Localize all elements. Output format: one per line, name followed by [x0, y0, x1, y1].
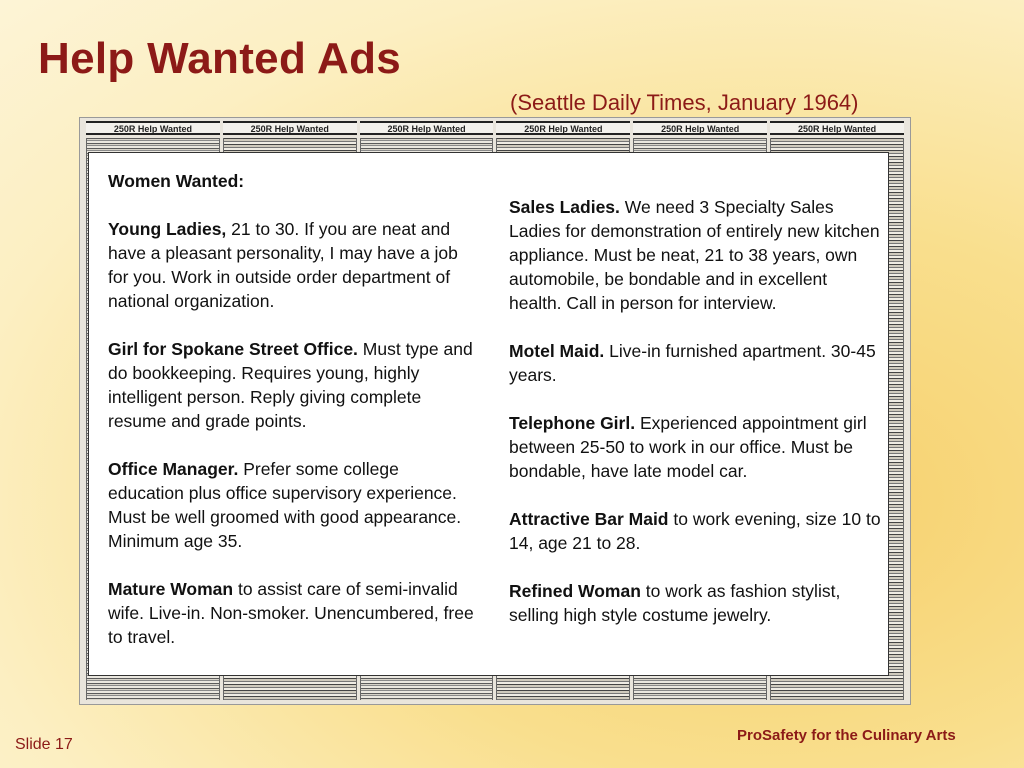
ad-item [108, 217, 478, 313]
ads-left-column [108, 169, 478, 673]
ad-title: Sales Ladies. [509, 197, 620, 217]
ad-item [509, 579, 884, 627]
ad-item [509, 339, 884, 387]
newspaper-column-header: 250R Help Wanted [86, 121, 220, 135]
ad-title: Office Manager. [108, 459, 239, 479]
ad-item [108, 457, 478, 553]
newspaper-column-header: 250R Help Wanted [223, 121, 357, 135]
ad-text: Must type and do bookkeeping. Requires young, highly intelligent person. Reply giving complete resume and grade points. [108, 339, 473, 431]
ad-item [509, 195, 884, 315]
women-wanted-heading: Women Wanted: [108, 171, 245, 191]
ad-title: Telephone Girl. [509, 413, 636, 433]
ad-text: Experienced appointment girl between 25-50 to work in our office. Must be bondable, have late model car. [509, 413, 867, 481]
ad-title: Motel Maid. [509, 341, 605, 361]
footer-text: ProSafety for the Culinary Arts [737, 727, 956, 744]
ad-text: to assist care of semi-invalid wife. Live-in. Non-smoker. Unencumbered, free to travel. [108, 579, 474, 647]
newspaper-column-header: 250R Help Wanted [360, 121, 494, 135]
ad-item [108, 337, 478, 433]
slide-number: Slide 17 [15, 736, 73, 753]
slide-title: Help Wanted Ads [38, 34, 402, 83]
ad-title: Mature Woman [108, 579, 234, 599]
newspaper-column-header: 250R Help Wanted [770, 121, 904, 135]
ad-text: to work as fashion stylist, selling high style costume jewelry. [509, 581, 841, 625]
ad-item [509, 411, 884, 483]
ad-item [509, 507, 884, 555]
ads-text-panel [88, 152, 889, 676]
ad-item [108, 577, 478, 649]
newspaper-column-headers [86, 121, 904, 135]
slide-subtitle: (Seattle Daily Times, January 1964) [510, 90, 859, 115]
ad-text: 21 to 30. If you are neat and have a pleasant personality, I may have a job for you. Work in outside order department of national organization. [108, 219, 458, 311]
newspaper-column-header: 250R Help Wanted [633, 121, 767, 135]
ad-title: Young Ladies, [108, 219, 227, 239]
ad-title: Refined Woman [509, 581, 641, 601]
ad-text: to work evening, size 10 to 14, age 21 to 28. [509, 509, 881, 553]
ad-text: Prefer some college education plus office supervisory experience. Must be well groomed with good appearance. Minimum age 35. [108, 459, 462, 551]
ads-right-column [509, 195, 884, 651]
ad-title: Attractive Bar Maid [509, 509, 669, 529]
ad-text: We need 3 Specialty Sales Ladies for demonstration of entirely new kitchen appliance. Must be neat, 21 to 38 years, own automobile, be bondable and in excellent health. Call in person for interview. [509, 197, 880, 313]
ad-title: Girl for Spokane Street Office. [108, 339, 358, 359]
ad-text: Live-in furnished apartment. 30-45 years. [509, 341, 876, 385]
newspaper-column-header: 250R Help Wanted [496, 121, 630, 135]
